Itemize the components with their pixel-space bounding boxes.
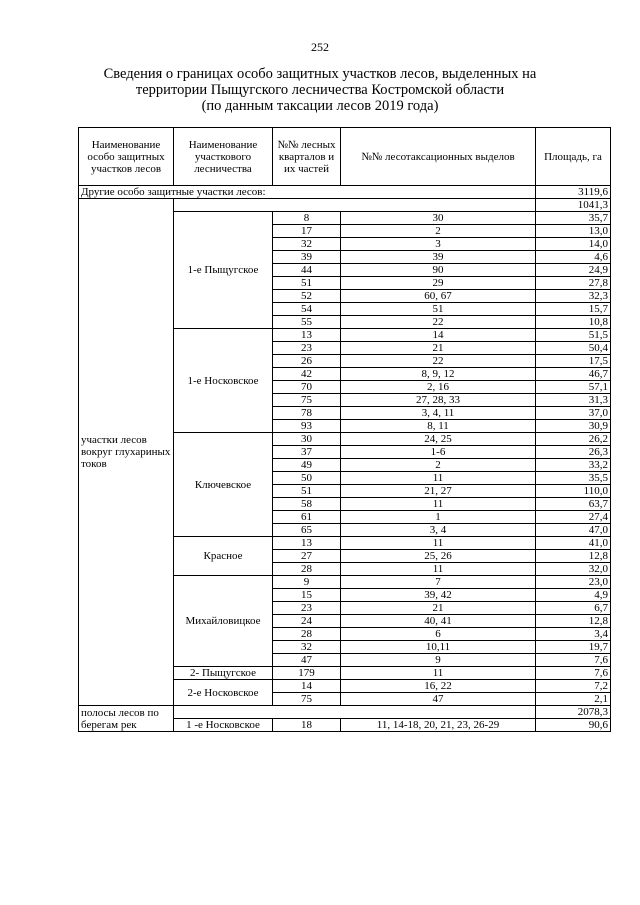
quarter-cell: 75 [273,394,341,407]
area-cell: 13,0 [536,225,611,238]
area-cell: 19,7 [536,641,611,654]
area-cell: 23,0 [536,576,611,589]
quarter-cell: 9 [273,576,341,589]
quarter-cell: 75 [273,693,341,706]
area-cell: 57,1 [536,381,611,394]
sections-cell: 10,11 [341,641,536,654]
header-name: Наименование особо защитных участков лесов [79,128,174,186]
quarter-cell: 44 [273,264,341,277]
sections-cell: 16, 22 [341,680,536,693]
quarter-cell: 65 [273,524,341,537]
quarter-cell: 78 [273,407,341,420]
quarter-cell: 28 [273,563,341,576]
sections-cell: 14 [341,329,536,342]
sections-cell: 39 [341,251,536,264]
sections-cell: 21 [341,342,536,355]
area-cell: 7,6 [536,654,611,667]
header-sections: №№ лесотаксационных выделов [341,128,536,186]
document-title [0,66,640,114]
title-line-1: Сведения о границах особо защитных участков лесов, выделенных на [103,66,537,82]
area-cell: 17,5 [536,355,611,368]
quarter-cell: 37 [273,446,341,459]
area-cell: 35,7 [536,212,611,225]
quarter-cell: 18 [273,719,341,732]
area-cell: 63,7 [536,498,611,511]
area-cell: 37,0 [536,407,611,420]
quarter-cell: 93 [273,420,341,433]
quarter-cell: 27 [273,550,341,563]
sections-cell: 47 [341,693,536,706]
area-cell: 24,9 [536,264,611,277]
quarter-cell: 47 [273,654,341,667]
area-cell: 27,4 [536,511,611,524]
category-subtotal: 2078,3 [536,706,611,719]
sections-cell: 22 [341,355,536,368]
sections-cell: 11 [341,667,536,680]
quarter-cell: 179 [273,667,341,680]
district-name: 1 -е Носковское [174,719,273,732]
sections-cell: 11 [341,563,536,576]
sections-cell: 7 [341,576,536,589]
sections-cell: 3, 4 [341,524,536,537]
sections-cell: 21 [341,602,536,615]
quarter-cell: 15 [273,589,341,602]
category-subtotal: 1041,3 [536,199,611,212]
header-quarters: №№ лесных кварталов и их частей [273,128,341,186]
area-cell: 35,5 [536,472,611,485]
sections-cell: 9 [341,654,536,667]
sections-cell: 3 [341,238,536,251]
district-name: Михайловицкое [174,576,273,667]
sections-cell: 25, 26 [341,550,536,563]
district-name: Ключевское [174,433,273,537]
sections-cell: 1-6 [341,446,536,459]
sections-cell: 30 [341,212,536,225]
area-cell: 50,4 [536,342,611,355]
area-cell: 2,1 [536,693,611,706]
sections-cell: 2 [341,225,536,238]
quarter-cell: 51 [273,485,341,498]
area-cell: 10,8 [536,316,611,329]
page-number: 252 [311,40,329,54]
quarter-cell: 54 [273,303,341,316]
area-cell: 47,0 [536,524,611,537]
sections-cell: 2 [341,459,536,472]
quarter-cell: 42 [273,368,341,381]
sections-cell: 40, 41 [341,615,536,628]
quarter-cell: 49 [273,459,341,472]
sections-cell: 11 [341,498,536,511]
title-line-3: (по данным таксации лесов 2019 года) [201,98,439,114]
category-name: участки лесов вокруг глухариных токов [79,199,174,706]
category-subtotal-row [79,706,611,719]
sections-cell: 27, 28, 33 [341,394,536,407]
sections-cell: 6 [341,628,536,641]
area-cell: 15,7 [536,303,611,316]
district-name: 2-е Носковское [174,680,273,706]
quarter-cell: 61 [273,511,341,524]
other-areas-label: Другие особо защитные участки лесов: [79,186,536,199]
quarter-cell: 30 [273,433,341,446]
area-cell: 6,7 [536,602,611,615]
area-cell: 33,2 [536,459,611,472]
other-areas-total: 3119,6 [536,186,611,199]
protected-areas-table [78,127,611,732]
quarter-cell: 39 [273,251,341,264]
area-cell: 41,0 [536,537,611,550]
quarter-cell: 26 [273,355,341,368]
quarter-cell: 58 [273,498,341,511]
category-subtotal-row [79,199,611,212]
category-name: полосы лесов по берегам рек [79,706,174,732]
quarter-cell: 23 [273,342,341,355]
quarter-cell: 13 [273,329,341,342]
other-areas-row [79,186,611,199]
sections-cell: 39, 42 [341,589,536,602]
sections-cell: 24, 25 [341,433,536,446]
quarter-cell: 51 [273,277,341,290]
subtotal-blank-cell [174,199,536,212]
table-header-row [79,128,611,186]
area-cell: 46,7 [536,368,611,381]
area-cell: 51,5 [536,329,611,342]
sections-cell: 29 [341,277,536,290]
area-cell: 14,0 [536,238,611,251]
header-area: Площадь, га [536,128,611,186]
sections-cell: 11 [341,472,536,485]
district-name: 1-е Пыщугское [174,212,273,329]
sections-cell: 8, 11 [341,420,536,433]
sections-cell: 51 [341,303,536,316]
subtotal-blank-cell [174,706,536,719]
quarter-cell: 13 [273,537,341,550]
area-cell: 3,4 [536,628,611,641]
district-name: 1-е Носковское [174,329,273,433]
district-name: Красное [174,537,273,576]
sections-cell: 2, 16 [341,381,536,394]
area-cell: 12,8 [536,550,611,563]
area-cell: 4,6 [536,251,611,264]
area-cell: 30,9 [536,420,611,433]
area-cell: 32,3 [536,290,611,303]
quarter-cell: 32 [273,238,341,251]
header-district: Наименование участкового лесничества [174,128,273,186]
area-cell: 7,6 [536,667,611,680]
quarter-cell: 17 [273,225,341,238]
district-name: 2- Пыщугское [174,667,273,680]
title-line-2: территории Пыщугского лесничества Костромской области [135,82,505,98]
area-cell: 31,3 [536,394,611,407]
area-cell: 110,0 [536,485,611,498]
area-cell: 26,3 [536,446,611,459]
sections-cell: 3, 4, 11 [341,407,536,420]
sections-cell: 22 [341,316,536,329]
quarter-cell: 14 [273,680,341,693]
sections-cell: 60, 67 [341,290,536,303]
area-cell: 12,8 [536,615,611,628]
quarter-cell: 32 [273,641,341,654]
sections-cell: 90 [341,264,536,277]
sections-cell: 8, 9, 12 [341,368,536,381]
sections-cell: 11, 14-18, 20, 21, 23, 26-29 [341,719,536,732]
quarter-cell: 70 [273,381,341,394]
area-cell: 26,2 [536,433,611,446]
area-cell: 27,8 [536,277,611,290]
quarter-cell: 50 [273,472,341,485]
area-cell: 7,2 [536,680,611,693]
sections-cell: 11 [341,537,536,550]
quarter-cell: 28 [273,628,341,641]
quarter-cell: 55 [273,316,341,329]
area-cell: 32,0 [536,563,611,576]
quarter-cell: 23 [273,602,341,615]
area-cell: 4,9 [536,589,611,602]
quarter-cell: 8 [273,212,341,225]
quarter-cell: 52 [273,290,341,303]
sections-cell: 21, 27 [341,485,536,498]
area-cell: 90,6 [536,719,611,732]
sections-cell: 1 [341,511,536,524]
quarter-cell: 24 [273,615,341,628]
